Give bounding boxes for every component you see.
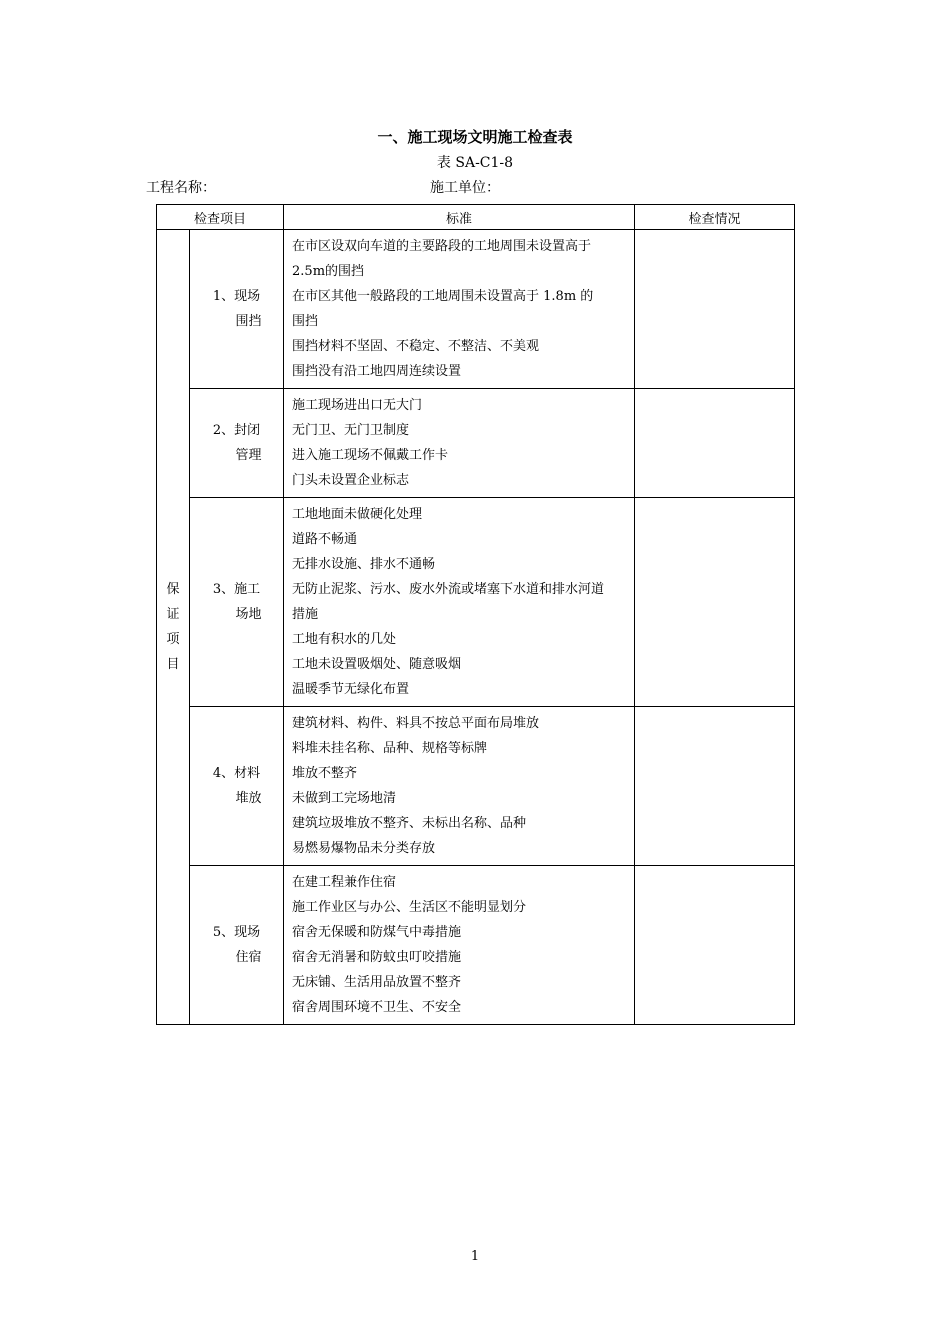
table-row: [157, 230, 795, 389]
check-result-cell[interactable]: [635, 230, 795, 389]
standard-line: 宿舍无保暖和防煤气中毒措施: [292, 925, 462, 940]
standard-line: 堆放不整齐: [292, 766, 358, 781]
standard-cell: [284, 707, 635, 866]
check-item-number: 2、封闭: [212, 423, 261, 438]
check-item-cell: [190, 498, 284, 707]
check-result-cell[interactable]: [635, 389, 795, 498]
standard-line: 门头未设置企业标志: [292, 473, 410, 488]
check-item-cell: [190, 230, 284, 389]
check-result-cell[interactable]: [635, 866, 795, 1025]
check-item-cell: [190, 389, 284, 498]
table-row: [157, 389, 795, 498]
standard-line: 施工作业区与办公、生活区不能明显划分: [292, 900, 527, 915]
standard-line: 措施: [292, 607, 319, 622]
standard-line: 在市区设双向车道的主要路段的工地周围未设置高于: [292, 239, 592, 254]
check-item-number: 5、现场: [212, 925, 261, 940]
table-row: [157, 707, 795, 866]
check-item-name: 管理: [235, 448, 262, 463]
check-result-cell[interactable]: [635, 707, 795, 866]
standard-line: 宿舍周围环境不卫生、不安全: [292, 1000, 462, 1015]
standard-line: 无防止泥浆、污水、废水外流或堵塞下水道和排水河道: [292, 582, 605, 597]
standard-line: 在市区其他一般路段的工地周围未设置高于 1.8m 的: [292, 289, 594, 304]
check-item-number: 4、材料: [212, 766, 261, 781]
table-row: [157, 498, 795, 707]
standard-line: 未做到工完场地清: [292, 791, 397, 806]
standard-line: 建筑材料、构件、料具不按总平面布局堆放: [292, 716, 540, 731]
standard-line: 宿舍无消暑和防蚊虫叮咬措施: [292, 950, 462, 965]
check-item-name: 堆放: [235, 791, 262, 806]
standard-line: 工地有积水的几处: [292, 632, 397, 647]
table-row: [157, 866, 795, 1025]
header-standard: 标准: [284, 205, 635, 230]
standard-line: 施工现场进出口无大门: [292, 398, 423, 413]
standard-line: 无床铺、生活用品放置不整齐: [292, 975, 462, 990]
check-item-name: 围挡: [235, 314, 262, 329]
form-code: 表 SA-C1-8: [436, 155, 514, 171]
standard-line: 2.5m的围挡: [292, 264, 365, 279]
check-item-cell: [190, 707, 284, 866]
standard-line: 进入施工现场不佩戴工作卡: [292, 448, 449, 463]
standard-line: 建筑垃圾堆放不整齐、未标出名称、品种: [292, 816, 527, 831]
project-name-label: 工程名称：: [146, 180, 216, 196]
standard-line: 易燃易爆物品未分类存放: [292, 841, 436, 856]
group-label-char: 目: [166, 657, 180, 672]
standard-cell: [284, 866, 635, 1025]
standard-line: 围挡没有沿工地四周连续设置: [292, 364, 462, 379]
standard-line: 工地未设置吸烟处、随意吸烟: [292, 657, 462, 672]
standard-cell: [284, 389, 635, 498]
page-number: 1: [470, 1249, 480, 1264]
check-item-number: 3、施工: [212, 582, 261, 597]
standard-line: 道路不畅通: [292, 532, 358, 547]
standard-line: 工地地面未做硬化处理: [292, 507, 423, 522]
inspection-table: [156, 204, 795, 1025]
check-item-cell: [190, 866, 284, 1025]
header-row: [157, 205, 795, 230]
standard-line: 温暖季节无绿化布置: [292, 682, 410, 697]
header-check-result: 检查情况: [635, 205, 795, 230]
group-label-cell: [157, 230, 190, 1025]
group-label-char: 保: [166, 582, 180, 597]
document-title: 一、施工现场文明施工检查表: [377, 128, 573, 146]
check-item-number: 1、现场: [212, 289, 261, 304]
standard-cell: [284, 498, 635, 707]
standard-line: 料堆未挂名称、品种、规格等标牌: [292, 741, 488, 756]
standard-line: 无门卫、无门卫制度: [292, 423, 410, 438]
standard-cell: [284, 230, 635, 389]
group-label-char: 项: [166, 632, 180, 647]
constructor-label: 施工单位：: [430, 180, 500, 196]
check-result-cell[interactable]: [635, 498, 795, 707]
standard-line: 围挡材料不坚固、不稳定、不整洁、不美观: [292, 339, 540, 354]
standard-line: 无排水设施、排水不通畅: [292, 557, 436, 572]
standard-line: 在建工程兼作住宿: [292, 875, 397, 890]
standard-line: 围挡: [292, 314, 319, 329]
check-item-name: 住宿: [235, 950, 262, 965]
header-check-item: 检查项目: [157, 205, 284, 230]
check-item-name: 场地: [235, 607, 262, 622]
group-label-char: 证: [166, 607, 180, 622]
